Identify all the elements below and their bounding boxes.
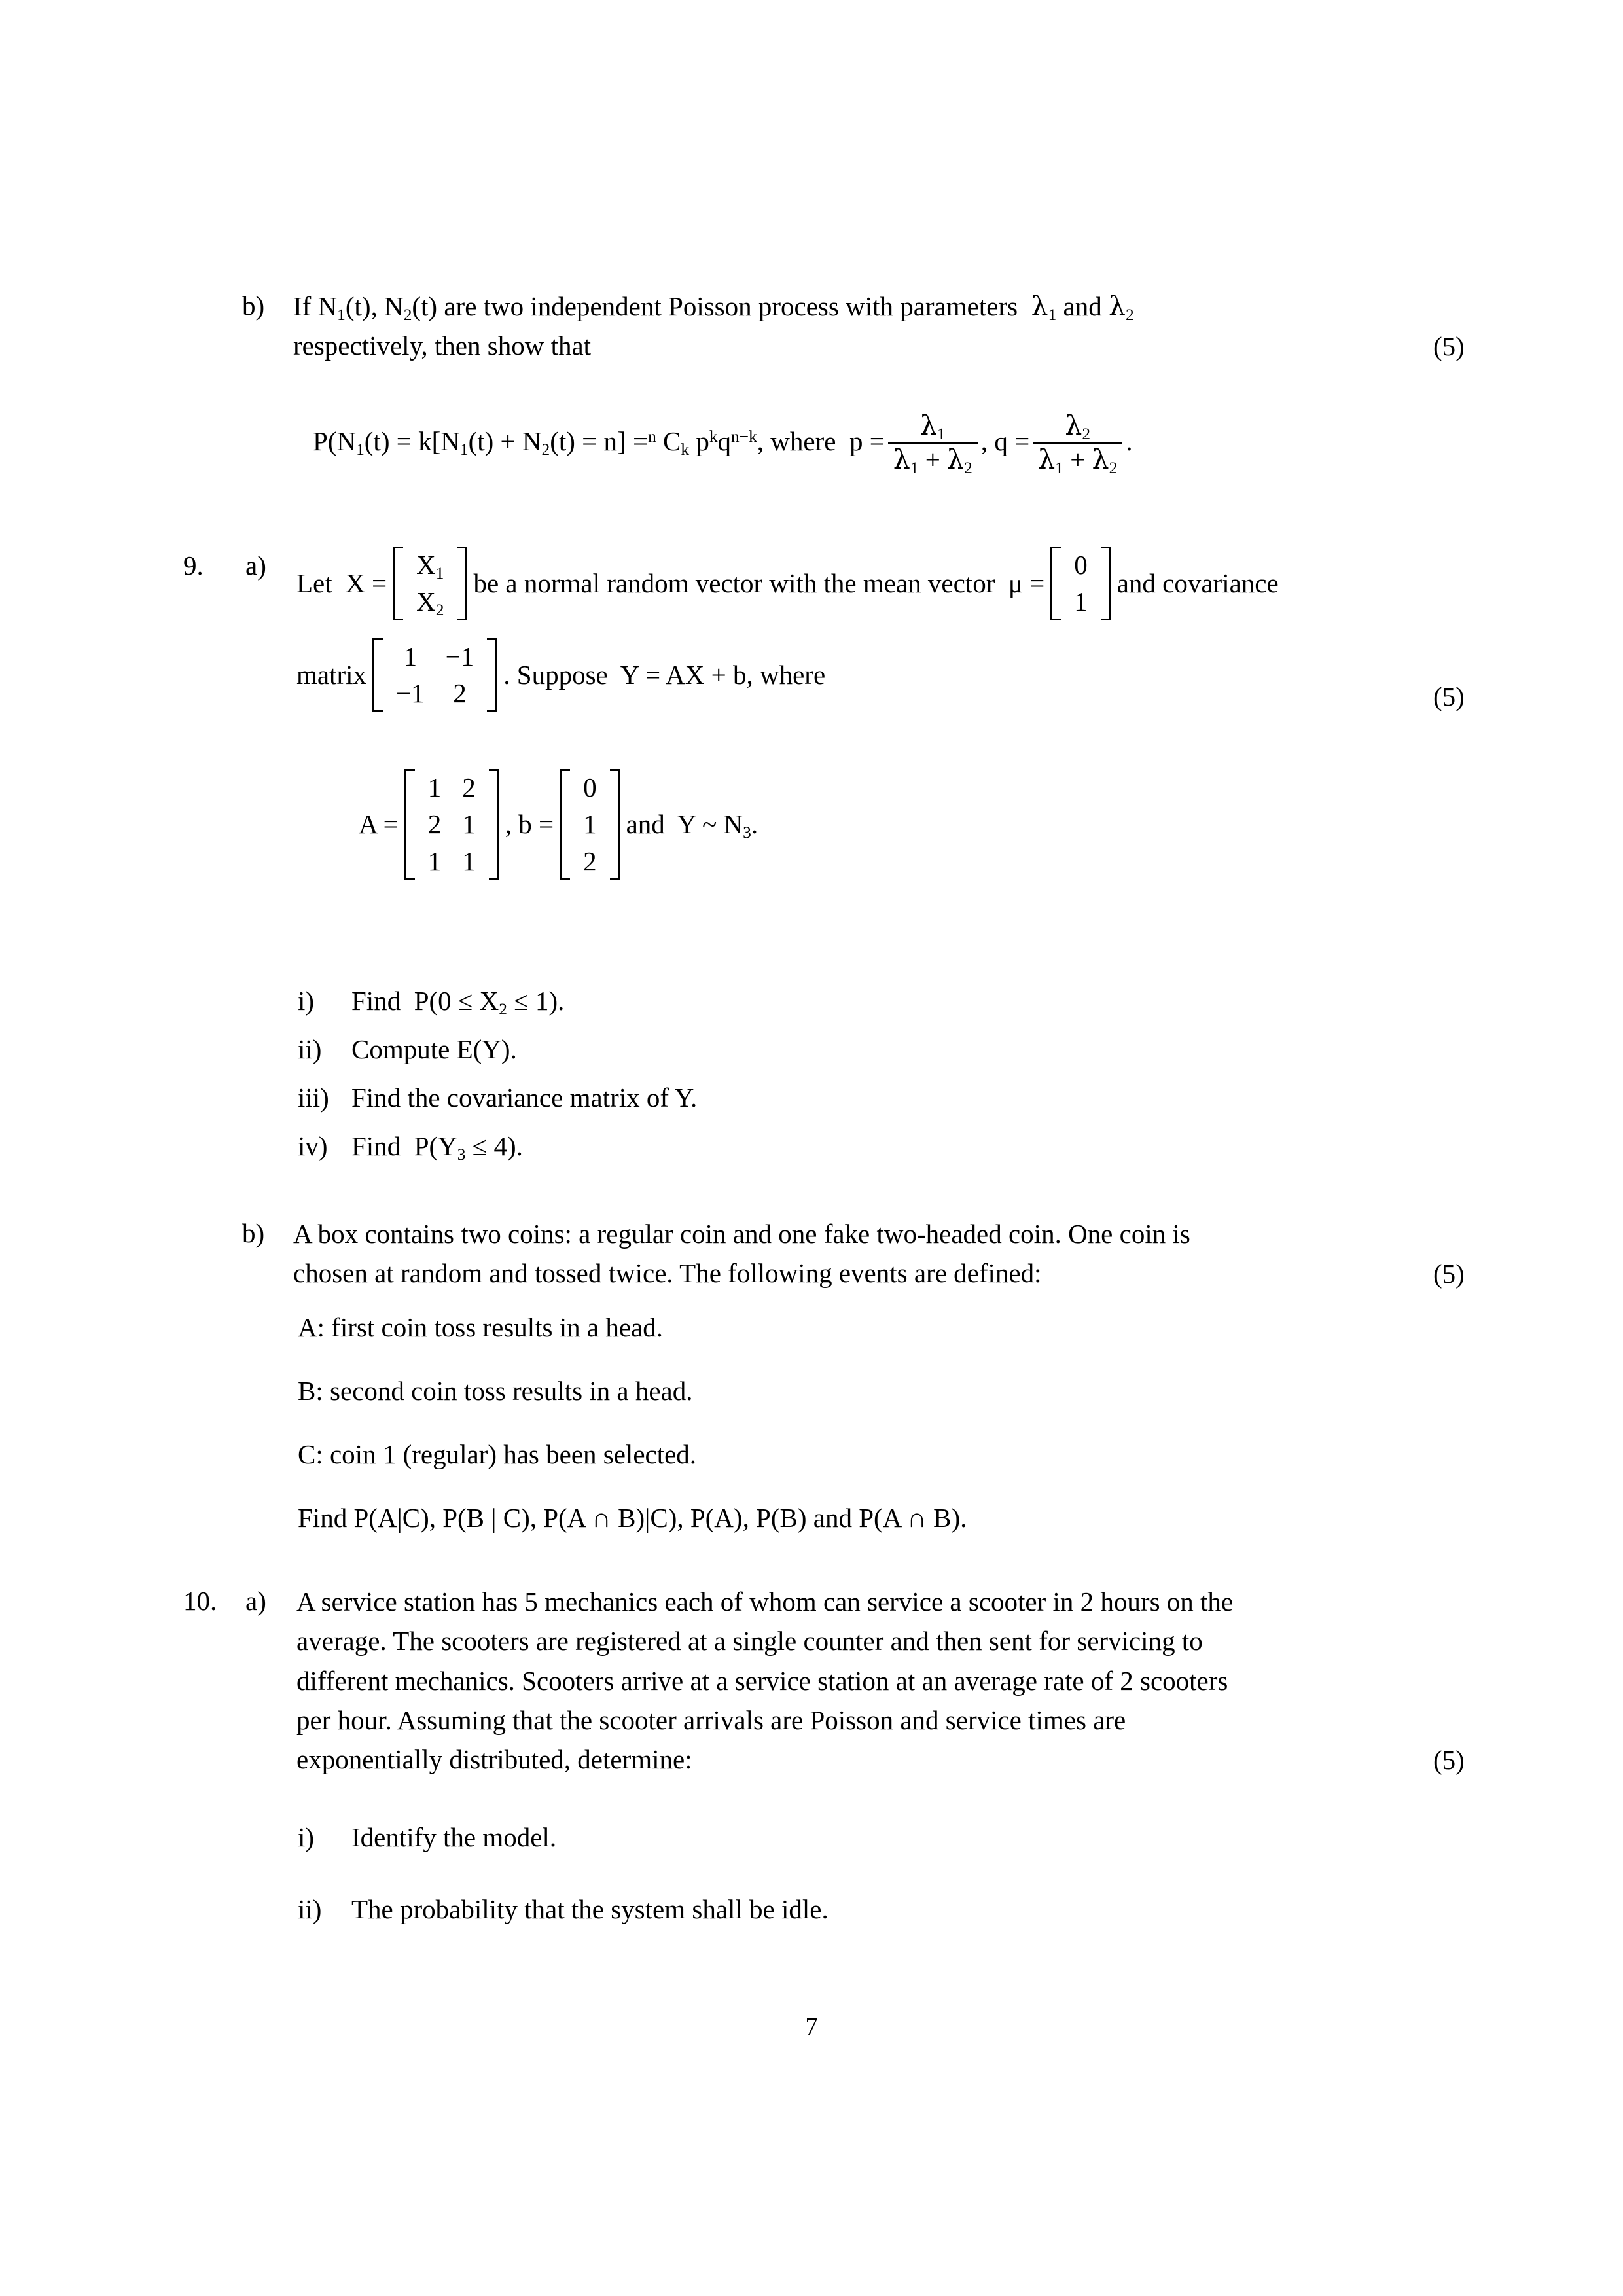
question-9a-letter: a) <box>245 550 266 581</box>
event-b: B: second coin toss results in a head. <box>298 1376 693 1406</box>
question-9a-number: 9. <box>183 550 204 581</box>
question-9b-body <box>293 1214 1190 1293</box>
question-10a-marks: (5) <box>1433 1745 1465 1775</box>
question-9a-subitem-iii <box>298 1079 697 1117</box>
page-number: 7 <box>805 2013 818 2041</box>
subitem-text-ii: Compute E(Y). <box>351 1034 517 1064</box>
q8b-display-formula: $P(N_1(t) = k[N_1(t) + N_2(t) = n] =^n$ $C_k$ $p^kq^{n-k}$, where p = $\frac{\lambda_1}{\lambda_1 + \lambda_2}$ , q = $\frac{\lambda_2}{\lambda_1 + \lambda_2}$ . <box>313 410 1133 478</box>
question-9a <box>183 547 1394 620</box>
question-10a-line-4: per hour. Assuming that the scooter arrivals are Poisson and service times are <box>296 1704 1126 1735</box>
p-fraction: $\frac{\lambda_1}{\lambda_1 + \lambda_2}$ <box>888 411 978 475</box>
q8b-text: If $N_1(t)$, $N_2(t)$ are two independent Poisson process with parameters $\lambda_1$ and $\lambda_2$ respectively, then show that <box>293 291 1134 361</box>
question-9a-subitem-ii <box>298 1030 517 1069</box>
vector-X: $X_1$ $X_2$ <box>389 547 471 620</box>
subitem-label-iv: iv) <box>298 1131 328 1161</box>
question-8b-body <box>293 287 1134 366</box>
matrix-A: 1 2 2 1 1 1 <box>401 769 503 880</box>
question-9b-line1: A box contains two coins: a regular coin and one fake two-headed coin. One coin is <box>293 1219 1190 1249</box>
q-fraction: $\frac{\lambda_2}{\lambda_1 + \lambda_2}$ <box>1033 411 1122 475</box>
covariance-matrix: 1 −1 −1 2 <box>368 638 501 712</box>
question-10a-line-2: average. The scooters are registered at a single counter and then sent for servicing to <box>296 1626 1203 1657</box>
vector-mu: 0 1 <box>1046 547 1115 620</box>
question-9a-subitem-iv <box>298 1127 523 1166</box>
subitem-label-i: i) <box>298 986 315 1016</box>
subitem-label-ii: ii) <box>298 1034 322 1064</box>
question-8b-marks: (5) <box>1433 331 1465 361</box>
subitem-text-i: Find $P(0 \le X_2 \le 1)$. <box>351 986 565 1019</box>
question-9a-line3: A = 1 2 2 1 1 1 , b = 0 1 2 and Y ~ $N_3$. <box>359 769 758 880</box>
question-9a-marks: (5) <box>1433 681 1465 711</box>
subitem-text-10a-i: Identify the model. <box>351 1822 557 1852</box>
subitem-text-iv: Find $P(Y_3 \le 4)$. <box>351 1131 523 1164</box>
question-9b-find-line: Find P(A|C), P(B | C), P(A ∩ B)|C), P(A), P(B) and P(A ∩ B). <box>298 1503 967 1533</box>
question-10a <box>183 1582 1394 1779</box>
question-9a-line1: Let X = $X_1$ $X_2$ be a normal random vector with the mean vector μ = 0 1 and covariance <box>296 547 1279 620</box>
question-10a-line-5: exponentially distributed, determine: <box>296 1744 692 1775</box>
question-8b <box>242 287 1394 366</box>
question-10a-letter: a) <box>245 1586 266 1616</box>
subitem-label-10a-ii: ii) <box>298 1894 322 1924</box>
event-c: C: coin 1 (regular) has been selected. <box>298 1439 697 1469</box>
question-8b-letter: b) <box>242 291 265 321</box>
subitem-label-10a-i: i) <box>298 1822 315 1852</box>
vector-b: 0 1 2 <box>556 769 624 880</box>
question-10a-line-3: different mechanics. Scooters arrive at a service station at an average rate of 2 scooters <box>296 1665 1228 1696</box>
question-10a-subitem-i <box>298 1818 556 1857</box>
subitem-text-iii: Find the covariance matrix of Y. <box>351 1083 698 1113</box>
question-9b-letter: b) <box>242 1218 265 1248</box>
question-9a-line2: matrix 1 −1 −1 2 . Suppose Y = AX + b, where <box>296 638 825 712</box>
question-10a-number: 10. <box>183 1586 217 1616</box>
question-9a-subitem-i <box>298 982 564 1020</box>
event-a: A: first coin toss results in a head. <box>298 1312 663 1342</box>
question-10a-subitem-ii <box>298 1890 829 1929</box>
subitem-label-iii: iii) <box>298 1083 329 1113</box>
question-10a-body <box>296 1582 1233 1779</box>
question-9b-line2: chosen at random and tossed twice. The following events are defined: <box>293 1258 1042 1289</box>
question-9b-marks: (5) <box>1433 1259 1465 1289</box>
question-10a-line-1: A service station has 5 mechanics each of whom can service a scooter in 2 hours on the <box>296 1587 1234 1617</box>
subitem-text-10a-ii: The probability that the system shall be idle. <box>351 1894 829 1924</box>
question-9b <box>242 1214 1394 1293</box>
